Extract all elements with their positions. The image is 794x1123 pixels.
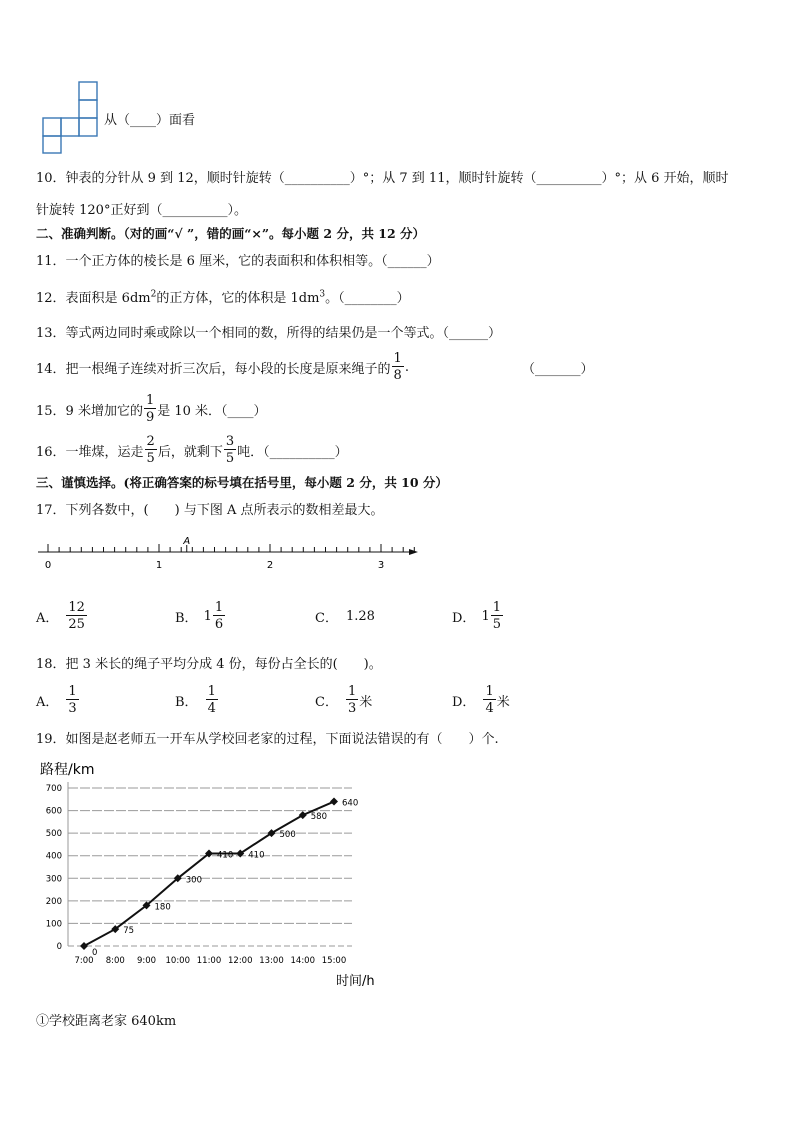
option-fraction: [483, 685, 495, 715]
chart-xlabel: 时间/h: [336, 974, 375, 989]
q15-fraction: [144, 394, 156, 424]
option-unit: 米: [359, 694, 373, 710]
q18-option[interactable]: [175, 682, 219, 718]
q16-f1-num: 2: [146, 434, 155, 449]
q15: [36, 392, 267, 426]
chart-x-tick-label: 9:00: [136, 956, 157, 966]
q14-part-a: 14．把一根绳子连续对折三次后，每小段的长度是原来绳子的: [36, 361, 391, 377]
q16-part-a: 16．一堆煤，运走: [36, 444, 144, 460]
chart-x-tick-label: 14:00: [290, 956, 315, 966]
chart-x-tick-label: 13:00: [259, 956, 284, 966]
option-fraction-num: 1: [492, 600, 501, 615]
q17-option[interactable]: [36, 598, 88, 634]
number-line-arrow: [409, 549, 418, 555]
option-fraction-den: 3: [347, 701, 357, 716]
option-fraction-den: 4: [207, 701, 216, 716]
q16-fraction-2: [224, 435, 236, 465]
number-line: [36, 532, 436, 572]
q16-f2-num: 3: [225, 434, 235, 449]
option-fraction: [206, 685, 218, 715]
chart-data-label: 410: [217, 850, 234, 861]
view-shape-figure: [42, 80, 102, 155]
q10-line1: 10．钟表的分针从 9 到 12，顺时针旋转（__________）°；从 7 到 11，顺时针旋转（__________）°；从 6 开始，顺时: [36, 171, 729, 186]
q17-option[interactable]: [315, 598, 375, 634]
chart-point: [80, 942, 88, 950]
q16-fraction-1: [145, 435, 157, 465]
option-fraction-num: 1: [68, 684, 77, 699]
number-line-label: 3: [377, 560, 385, 571]
chart-data-label: 580: [310, 812, 327, 823]
option-whole: 1: [203, 608, 212, 624]
q19-statement-1: ①学校距离老家 640km: [36, 1014, 177, 1029]
q14: [36, 350, 409, 384]
option-letter: C．: [315, 694, 338, 710]
chart-x-tick-label: 7:00: [74, 956, 94, 966]
chart-ylabel: 路程/km: [40, 762, 95, 778]
chart-data-label: 75: [123, 926, 135, 937]
q12-part-c: 。（________）: [325, 291, 410, 306]
q16-f2-den: 5: [225, 451, 235, 466]
chart-data-label: 640: [342, 798, 359, 809]
q13: 13．等式两边同时乘或除以一个相同的数，所得的结果仍是一个等式。（______）: [36, 326, 502, 341]
option-fraction-num: 1: [207, 684, 216, 699]
chart-y-tick-label: 500: [45, 829, 62, 840]
q12-part-b: 的正方体，它的体积是 1dm: [156, 291, 320, 306]
q15-part-a: 15．9 米增加它的: [36, 403, 143, 419]
option-letter: A．: [36, 610, 59, 626]
q17-option[interactable]: [452, 598, 504, 634]
option-value: 1.28: [345, 608, 375, 624]
q14-frac-num: 1: [393, 351, 402, 366]
option-letter: D．: [452, 694, 476, 710]
chart-y-tick-label: 100: [45, 919, 62, 930]
chart-series-line: [84, 802, 334, 946]
chart-data-label: 410: [248, 850, 265, 861]
option-fraction-den: 3: [68, 701, 77, 716]
option-letter: A．: [36, 694, 59, 710]
option-unit: 米: [496, 694, 510, 710]
q16-part-b: 后，就剩下: [157, 444, 223, 460]
q12: [36, 287, 410, 306]
chart-x-tick-label: 12:00: [228, 956, 253, 966]
option-fraction-den: 5: [492, 617, 501, 632]
option-fraction-den: 6: [214, 617, 224, 632]
q19: 19．如图是赵老师五一开车从学校回老家的过程，下面说法错误的有（ ）个.: [36, 732, 499, 747]
q15-part-b: 是 10 米．（____）: [157, 403, 267, 419]
q15-frac-den: 9: [145, 410, 155, 425]
q12-sup-2: 3: [319, 289, 326, 300]
q14-answer-paren: （_______）: [522, 362, 594, 377]
option-fraction: [346, 685, 358, 715]
chart-y-tick-label: 200: [45, 896, 62, 907]
chart-x-tick-label: 8:00: [105, 956, 125, 966]
q18-option[interactable]: [452, 682, 510, 718]
q14-fraction: [392, 352, 404, 382]
chart-data-label: 0: [92, 948, 98, 958]
chart-point: [330, 798, 338, 806]
chart-data-label: 500: [279, 830, 296, 841]
q16-f1-den: 5: [146, 451, 155, 466]
chart-x-tick-label: 10:00: [165, 956, 190, 966]
chart-y-tick-label: 400: [45, 851, 62, 862]
chart-x-tick-label: 15:00: [321, 956, 347, 966]
chart-y-tick-label: 300: [45, 874, 62, 885]
option-fraction: [66, 601, 87, 631]
section-2-title: 二、准确判断。（对的画“√ ”，错的画“×”。每小题 2 分，共 12 分）: [36, 226, 426, 241]
chart-y-tick-label: 700: [45, 784, 62, 794]
q9: [42, 80, 242, 160]
option-fraction-num: 1: [347, 684, 357, 699]
number-line-label: 0: [44, 560, 52, 571]
q15-frac-num: 1: [145, 393, 155, 408]
point-a-label: A: [183, 536, 191, 547]
option-fraction-num: 1: [485, 684, 494, 699]
q16: [36, 432, 348, 468]
option-fraction-num: 12: [68, 600, 85, 615]
option-letter: C．: [315, 610, 338, 626]
option-fraction-num: 1: [214, 600, 224, 615]
option-fraction: [66, 685, 78, 715]
distance-time-chart: [36, 756, 406, 996]
q11: 11．一个正方体的棱长是 6 厘米，它的表面积和体积相等。（______）: [36, 254, 440, 269]
q17-option[interactable]: [175, 598, 226, 634]
option-fraction: [491, 601, 503, 631]
option-fraction-den: 4: [485, 701, 494, 716]
chart-y-tick-label: 0: [56, 942, 62, 952]
chart-data-label: 300: [185, 875, 202, 886]
chart-x-tick-label: 11:00: [196, 956, 222, 966]
option-whole: 1: [481, 608, 490, 624]
q18: 18．把 3 米长的绳子平均分成 4 份，每份占全长的( )。: [36, 657, 382, 672]
chart-y-tick-label: 600: [45, 806, 62, 817]
q14-part-b: .: [404, 359, 409, 375]
q10-line2: 针旋转 120°正好到（__________）。: [36, 203, 247, 218]
q12-sup-1: 2: [150, 289, 157, 300]
option-letter: D．: [452, 610, 476, 626]
number-line-label: 1: [155, 560, 163, 571]
option-fraction-den: 25: [68, 617, 85, 632]
option-letter: B．: [175, 694, 198, 710]
q18-option[interactable]: [36, 682, 80, 718]
chart-data-label: 180: [154, 902, 171, 913]
section-3-title: 三、谨慎选择。(将正确答案的标号填在括号里，每小题 2 分，共 10 分）: [36, 475, 448, 490]
number-line-label: 2: [266, 560, 274, 571]
q9-text: 从（____）面看: [104, 113, 196, 128]
option-letter: B．: [175, 610, 198, 626]
q14-frac-den: 8: [393, 368, 402, 383]
chart-point: [299, 811, 307, 819]
q16-part-c: 吨．（__________）: [237, 444, 348, 460]
q18-option[interactable]: [315, 682, 372, 718]
option-fraction: [213, 601, 225, 631]
q17: 17．下列各数中，( ) 与下图 A 点所表示的数相差最大。: [36, 503, 384, 518]
q12-part-a: 12．表面积是 6dm: [36, 291, 151, 306]
